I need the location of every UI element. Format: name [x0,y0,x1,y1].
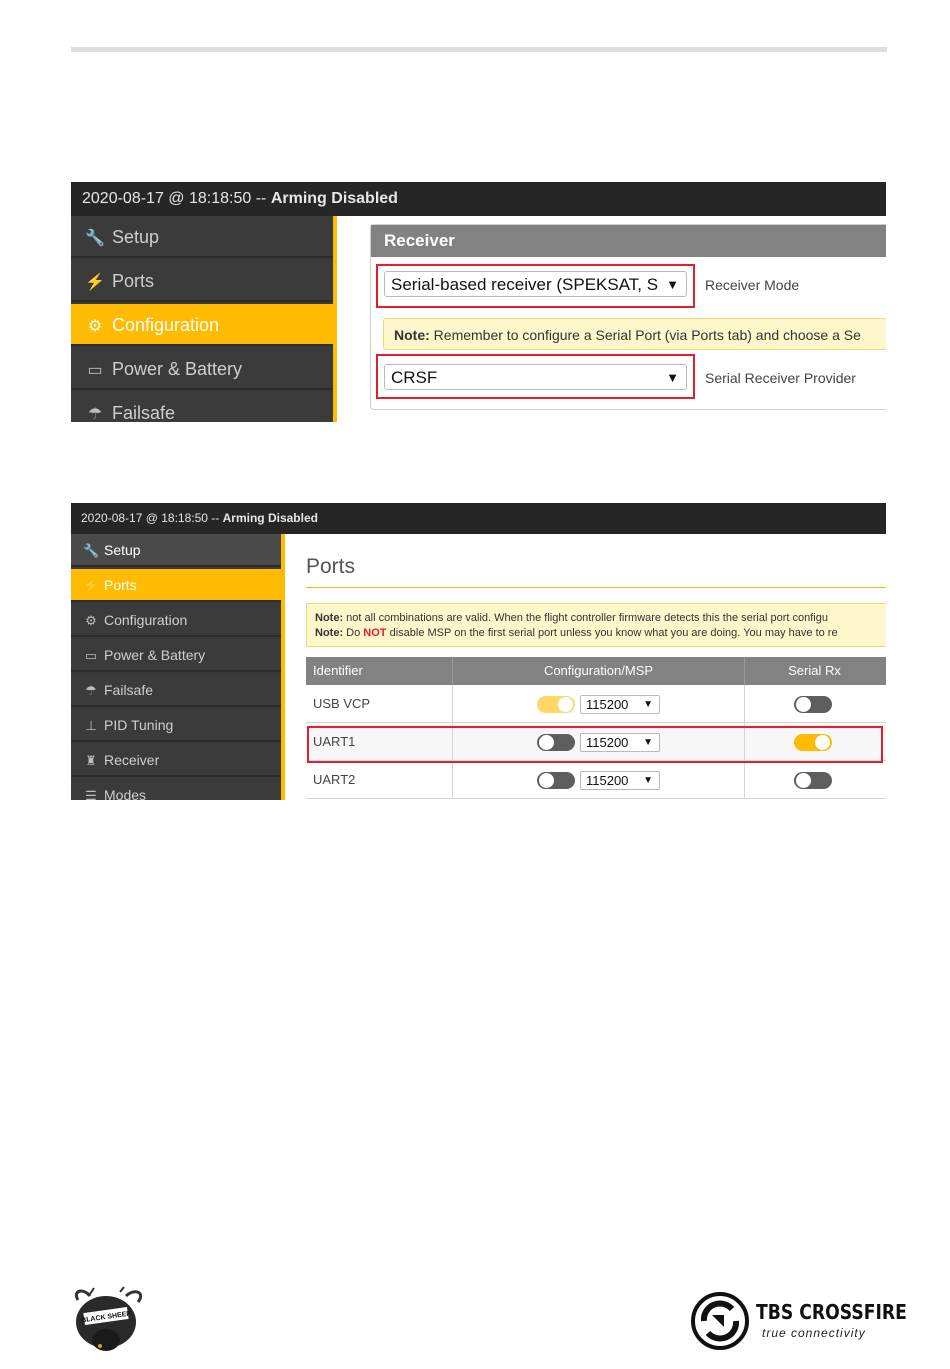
ports-screenshot [71,503,886,800]
receiver-screenshot [71,182,886,422]
sidebar-item-power-battery[interactable] [71,639,281,672]
serial-rx-toggle[interactable] [794,696,832,713]
logo-title: TBS CROSSFIRE [756,1300,907,1324]
highlight-box [307,726,883,763]
crossfire-icon [690,1291,750,1351]
sidebar-item-power-battery[interactable] [71,348,333,390]
sidebar-item-label: Modes [104,787,147,800]
note-text: not all combinations are valid. When the flight controller firmware detects this the serial port configu [343,612,828,624]
wrench-icon: 🔧 [85,230,105,247]
plug-icon: ⚡ [83,578,100,593]
status-arming: Arming Disabled [270,190,398,207]
status-date: 2020-08-17 @ 18:18:50 -- [81,511,223,525]
table-row-serial-rx-cell [744,761,886,799]
highlight-box [376,264,695,308]
note-text: Remember to configure a Serial Port (via Ports tab) and choose a Se [429,327,861,343]
serial-provider-label: Serial Receiver Provider [705,370,856,386]
baud-select[interactable] [580,695,660,714]
note-text: Do [343,627,364,639]
serial-provider-value: CRSF [391,368,438,387]
logo-subtitle: true connectivity [762,1326,866,1340]
battery-icon: ▭ [84,648,98,663]
sidebar-item-label: Configuration [104,612,188,628]
sidebar [71,534,285,800]
toggles-icon: ☰ [85,788,97,800]
title-underline [306,587,886,588]
sidebar-item-failsafe[interactable] [71,674,281,707]
wrench-icon: 🔧 [83,543,100,558]
sitemap-icon: ⊥ [85,718,97,733]
msp-toggle[interactable] [537,696,575,713]
baud-value: 115200 [586,697,629,712]
sidebar-item-receiver[interactable] [71,744,281,777]
robot-icon: ♜ [85,753,97,768]
sidebar-item-pid-tuning[interactable] [71,709,281,742]
note-line-2 [315,626,886,641]
chevron-down-icon: ▼ [643,699,653,710]
table-row-serial-rx-cell [744,685,886,723]
chevron-down-icon: ▼ [643,775,653,786]
receiver-note [383,318,886,350]
chevron-down-icon: ▼ [666,370,679,385]
ports-note [306,603,886,647]
column-header-identifier: Identifier [306,657,452,685]
sidebar-item-label: Ports [104,577,137,593]
status-arming: Arming Disabled [222,511,318,525]
highlight-box [376,354,695,399]
baud-value: 115200 [586,773,629,788]
sidebar-item-label: PID Tuning [104,717,174,733]
receiver-mode-label: Receiver Mode [705,277,800,293]
note-line-1 [315,611,886,626]
baud-value: 115200 [586,735,629,750]
gear-icon: ⚙ [85,613,97,628]
table-row-identifier: USB VCP [306,685,452,723]
table-row-identifier: UART1 [306,723,452,761]
note-text: disable MSP on the first serial port unless you know what you are doing. You may have to re [386,627,838,639]
toggle-knob [796,773,811,788]
tbs-crossfire-logo [690,1290,907,1352]
sidebar-item-configuration[interactable] [71,604,281,637]
black-sheep-logo [70,1286,146,1356]
sidebar-item-label: Setup [104,542,141,558]
status-bar [71,503,886,534]
serial-rx-toggle[interactable] [794,772,832,789]
chevron-down-icon: ▼ [666,277,679,292]
sidebar-item-label: Ports [112,271,155,291]
toggle-knob [539,773,554,788]
receiver-mode-value: Serial-based receiver (SPEKSAT, S [391,275,659,294]
chevron-down-icon: ▼ [643,737,653,748]
sheep-icon [70,1286,146,1356]
sidebar-item-failsafe[interactable] [71,392,333,422]
baud-select[interactable] [580,771,660,790]
gear-icon: ⚙ [87,318,103,335]
sidebar-item-label: Failsafe [112,403,176,422]
sidebar-item-setup[interactable] [71,216,333,258]
sidebar-item-modes[interactable] [71,779,281,800]
sidebar-item-label: Setup [112,227,160,247]
note-bold: Note: [315,627,344,639]
column-header-configuration-msp: Configuration/MSP [452,657,744,685]
sidebar-item-configuration[interactable] [71,304,333,346]
table-row-msp-cell [452,761,744,799]
sidebar-item-label: Power & Battery [104,647,206,663]
page-title: Ports [306,555,356,578]
sidebar-item-label: Receiver [104,752,160,768]
toggle-knob [558,697,573,712]
status-bar [71,182,886,216]
battery-icon: ▭ [87,362,103,379]
receiver-panel-title: Receiver [371,225,886,257]
toggle-knob [796,697,811,712]
status-date: 2020-08-17 @ 18:18:50 -- [82,190,271,207]
logo-text: BLACK SHEEP [80,1310,132,1325]
sidebar-item-label: Failsafe [104,682,154,698]
parachute-icon: ☂ [87,406,103,422]
sidebar-item-ports[interactable] [71,260,333,302]
sidebar-item-ports[interactable] [71,569,281,602]
parachute-icon: ☂ [85,683,97,698]
note-bold: Note: [394,327,430,343]
note-warning: NOT [363,627,387,639]
table-row-identifier: UART2 [306,761,452,799]
msp-toggle[interactable] [537,772,575,789]
sidebar-item-label: Configuration [112,315,220,335]
note-bold: Note: [315,612,344,624]
sidebar-item-setup[interactable] [71,534,281,567]
table-row-msp-cell [452,685,744,723]
plug-icon: ⚡ [85,274,105,291]
page-top-rule [71,47,887,52]
sidebar [71,216,337,422]
sidebar-item-label: Power & Battery [112,359,243,379]
column-header-serial-rx: Serial Rx [744,657,886,685]
